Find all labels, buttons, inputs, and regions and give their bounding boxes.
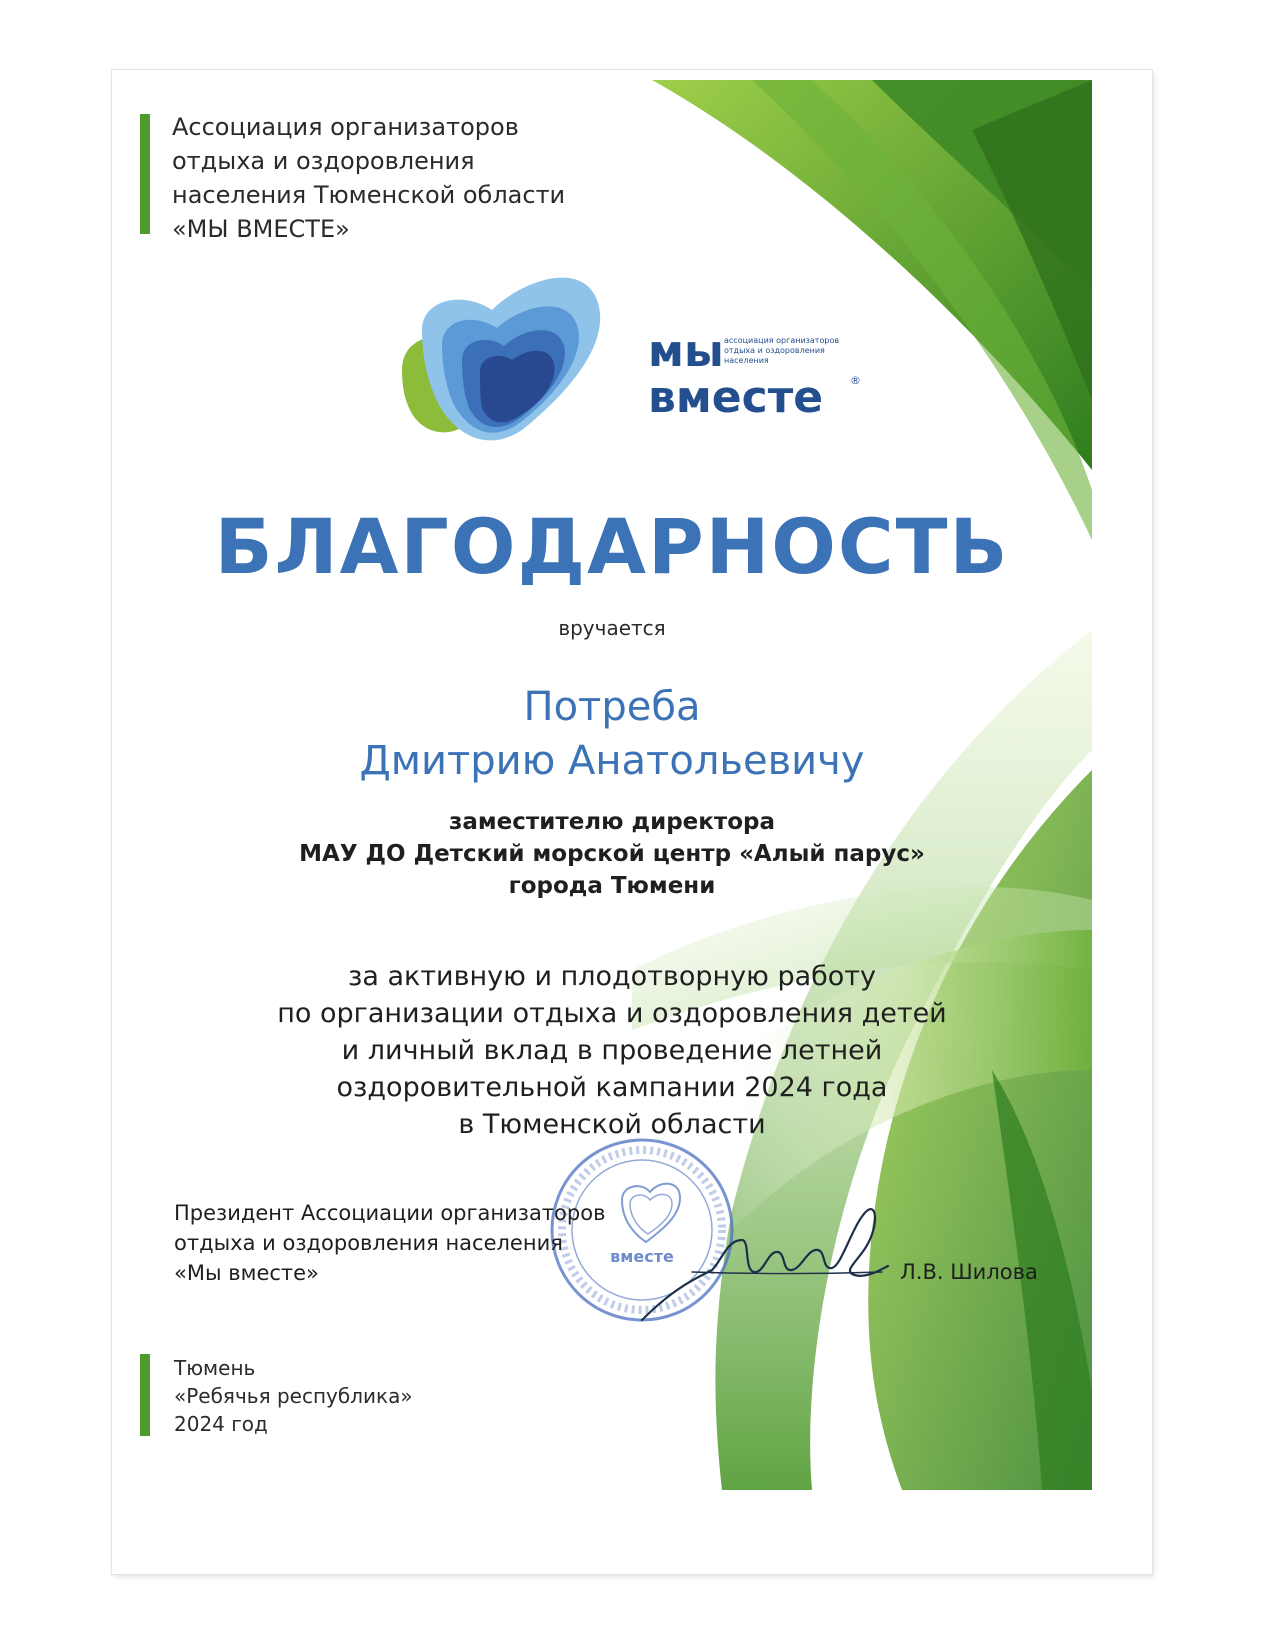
signatory-title [174, 1198, 605, 1288]
footer-line: «Ребячья республика» [174, 1384, 413, 1408]
association-name [172, 110, 565, 246]
handwritten-signature [632, 1200, 892, 1330]
reason-line: по организации отдыха и оздоровления детей [277, 998, 947, 1029]
recipient-surname: Потреба [523, 684, 701, 730]
association-name-line: Ассоциация организаторов [172, 113, 519, 141]
header-accent-bar [140, 114, 150, 234]
logo-word-my: мы [648, 326, 724, 377]
footer-line: Тюмень [174, 1356, 256, 1380]
place-and-date [174, 1354, 413, 1438]
certificate-sheet [112, 70, 1152, 1574]
association-name-line: населения Тюменской области [172, 181, 566, 209]
recipient-name [112, 680, 1112, 788]
footer-accent-bar [140, 1354, 150, 1436]
signatory-title-line: отдыха и оздоровления населения [174, 1231, 563, 1255]
signatory-title-line: Президент Ассоциации организаторов [174, 1201, 606, 1225]
logo-subtitle-line: населения [724, 356, 769, 365]
certificate-title: БЛАГОДАРНОСТЬ [214, 502, 1010, 591]
logo-subtitle-line: отдыха и оздоровления [724, 346, 825, 355]
association-name-line: отдыха и оздоровления [172, 147, 475, 175]
reason-line: в Тюменской области [458, 1109, 766, 1140]
registered-mark: ® [850, 374, 861, 387]
recipient-position [112, 806, 1112, 902]
position-line: заместителю директора [449, 809, 775, 835]
reason-line: за активную и плодотворную работу [347, 961, 877, 992]
logo-word-vmeste: вместе [648, 372, 824, 423]
association-name-line: «МЫ ВМЕСТЕ» [172, 215, 350, 243]
award-reason [112, 958, 1112, 1143]
logo-subtitle-line: ассоциация организаторов [724, 336, 840, 345]
reason-line: оздоровительной кампании 2024 года [336, 1072, 888, 1103]
signatory-title-line: «Мы вместе» [174, 1261, 319, 1285]
awarded-label: вручается [558, 616, 666, 640]
heart-logo-icon [382, 260, 622, 450]
position-line: МАУ ДО Детский морской центр «Алый парус» [299, 841, 925, 867]
reason-line: и личный вклад в проведение летней [341, 1035, 883, 1066]
seal-text: вместе [610, 1247, 674, 1266]
recipient-given-names: Дмитрию Анатольевичу [359, 738, 865, 784]
signatory-name: Л.В. Шилова [900, 1260, 1038, 1284]
footer-line: 2024 год [174, 1412, 268, 1436]
logo-subtitle [724, 336, 839, 366]
position-line: города Тюмени [508, 873, 716, 899]
